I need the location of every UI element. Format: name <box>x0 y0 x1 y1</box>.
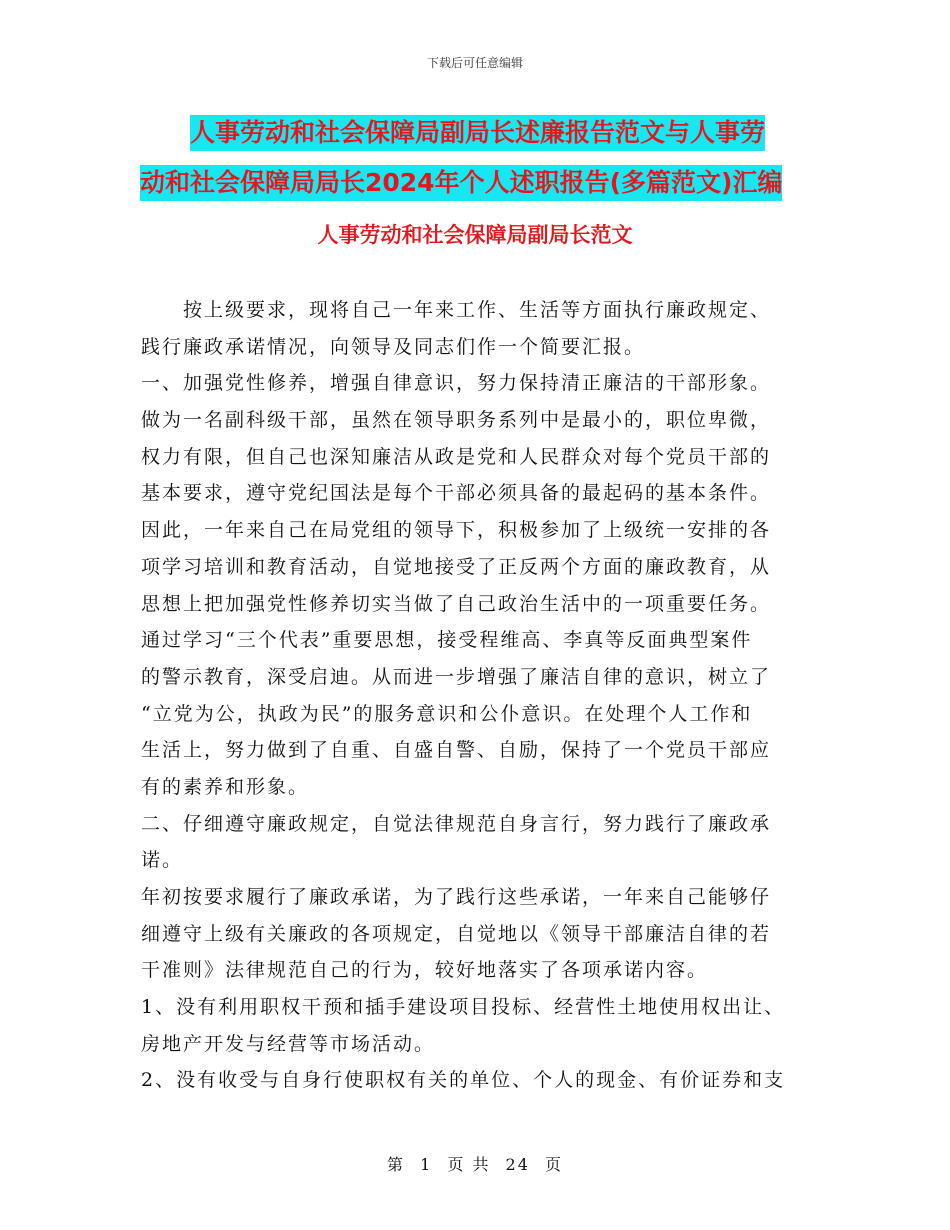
total-pages: 24 <box>505 1155 530 1174</box>
body-line: 因此，一年来自己在局党组的领导下，积极参加了上级统一安排的各 <box>141 519 772 542</box>
document-title <box>140 108 820 208</box>
footer-mid: 页 共 <box>447 1155 491 1174</box>
title-line-2 <box>140 158 820 208</box>
body-line: 项学习培训和教育活动，自觉地接受了正反两个方面的廉政教育，从 <box>141 555 772 578</box>
body-line: 按上级要求，现将自己一年来工作、生活等方面执行廉政规定、 <box>183 299 772 321</box>
footer-suffix: 页 <box>545 1155 564 1174</box>
footer-prefix: 第 <box>386 1155 405 1174</box>
body-line: 一、加强党性修养，增强自律意识，努力保持清正廉洁的干部形象。 <box>141 372 772 395</box>
body-line: 房地产开发与经营等市场活动。 <box>141 1032 436 1055</box>
body-text <box>141 292 821 1099</box>
body-line: 通过学习“三个代表”重要思想，接受程维高、李真等反面典型案件 <box>141 629 753 652</box>
body-line: 基本要求，遵守党纪国法是每个干部必须具备的最起码的基本条件。 <box>141 482 772 505</box>
title-line-1 <box>140 108 820 158</box>
body-line: 2、没有收受与自身行使职权有关的单位、个人的现金、有价证券和支 <box>141 1069 786 1092</box>
body-line: 二、仔细遵守廉政规定，自觉法律规范自身言行，努力践行了廉政承 <box>141 812 772 835</box>
body-line: 有的素养和形象。 <box>141 775 310 798</box>
body-line: 思想上把加强党性修养切实当做了自己政治生活中的一项重要任务。 <box>141 592 772 615</box>
title-line-1-text: 人事劳动和社会保障局副局长述廉报告范文与人事劳 <box>190 115 765 151</box>
body-line: 诺。 <box>141 849 184 872</box>
section-title: 人事劳动和社会保障局副局长范文 <box>317 223 633 247</box>
body-line: 年初按要求履行了廉政承诺，为了践行这些承诺，一年来自己能够仔 <box>141 886 772 908</box>
body-line: 践行廉政承诺情况，向领导及同志们作一个简要汇报。 <box>141 335 646 358</box>
page-footer <box>0 1152 950 1175</box>
body-line: 生活上，努力做到了自重、自盛自警、自励，保持了一个党员干部应 <box>141 739 772 762</box>
header-note: 下载后可任意编辑 <box>426 56 523 70</box>
body-line: 细遵守上级有关廉政的各项规定，自觉地以《领导干部廉洁自律的若 <box>141 922 772 945</box>
body-line: 干准则》法律规范自己的行为，较好地落实了各项承诺内容。 <box>141 959 709 982</box>
body-line: 的警示教育，深受启迪。从而进一步增强了廉洁自律的意识，树立了 <box>141 665 772 688</box>
page-number: 1 <box>420 1155 433 1174</box>
body-line: 做为一名副科级干部，虽然在领导职务系列中是最小的，职位卑微， <box>141 409 772 432</box>
body-line: “立党为公，执政为民”的服务意识和公仆意识。在处理个人工作和 <box>141 702 753 725</box>
body-line: 权力有限，但自己也深知廉洁从政是党和人民群众对每个党员干部的 <box>141 445 772 468</box>
title-line-2-text: 动和社会保障局局长2024年个人述职报告(多篇范文)汇编 <box>140 165 782 201</box>
body-line: 1、没有利用职权干预和插手建设项目投标、经营性土地使用权出让、 <box>141 996 786 1019</box>
